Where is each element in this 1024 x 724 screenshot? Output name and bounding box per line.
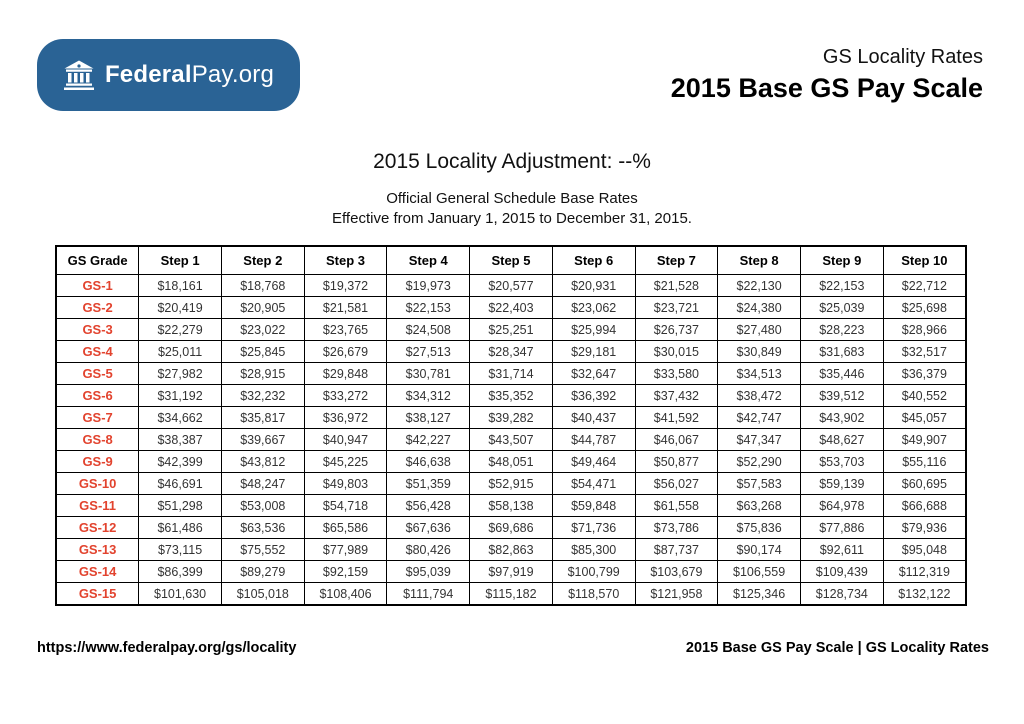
pay-cell: $18,161 <box>139 275 222 297</box>
pay-cell: $43,812 <box>221 451 304 473</box>
pay-cell: $30,849 <box>718 341 801 363</box>
pay-cell: $75,552 <box>221 539 304 561</box>
pay-cell: $67,636 <box>387 517 470 539</box>
pay-cell: $30,015 <box>635 341 718 363</box>
pay-cell: $101,630 <box>139 583 222 606</box>
pay-cell: $65,586 <box>304 517 387 539</box>
pay-cell: $63,536 <box>221 517 304 539</box>
pay-cell: $28,966 <box>883 319 966 341</box>
pay-cell: $34,312 <box>387 385 470 407</box>
grade-cell: GS-8 <box>56 429 139 451</box>
step-column-header: Step 2 <box>221 246 304 275</box>
step-column-header: Step 8 <box>718 246 801 275</box>
pay-cell: $22,130 <box>718 275 801 297</box>
pay-cell: $56,428 <box>387 495 470 517</box>
pay-cell: $20,931 <box>552 275 635 297</box>
pay-cell: $23,062 <box>552 297 635 319</box>
pay-cell: $19,973 <box>387 275 470 297</box>
pay-cell: $32,517 <box>883 341 966 363</box>
pay-cell: $22,403 <box>470 297 553 319</box>
federalpay-logo <box>37 39 300 111</box>
pay-cell: $43,507 <box>470 429 553 451</box>
pay-cell: $32,647 <box>552 363 635 385</box>
pay-table-container <box>55 245 967 606</box>
pay-cell: $30,781 <box>387 363 470 385</box>
pay-cell: $46,067 <box>635 429 718 451</box>
pay-cell: $19,372 <box>304 275 387 297</box>
table-row <box>56 451 966 473</box>
pay-cell: $47,347 <box>718 429 801 451</box>
pay-cell: $92,159 <box>304 561 387 583</box>
pay-cell: $36,379 <box>883 363 966 385</box>
pay-cell: $56,027 <box>635 473 718 495</box>
pay-cell: $29,181 <box>552 341 635 363</box>
pay-cell: $60,695 <box>883 473 966 495</box>
pay-cell: $40,437 <box>552 407 635 429</box>
pay-cell: $32,232 <box>221 385 304 407</box>
pay-cell: $33,272 <box>304 385 387 407</box>
pay-cell: $22,712 <box>883 275 966 297</box>
grade-cell: GS-12 <box>56 517 139 539</box>
pay-cell: $51,359 <box>387 473 470 495</box>
table-row <box>56 385 966 407</box>
table-row <box>56 297 966 319</box>
footer-caption: 2015 Base GS Pay Scale | GS Locality Rates <box>685 640 989 656</box>
pay-cell: $23,022 <box>221 319 304 341</box>
pay-cell: $53,008 <box>221 495 304 517</box>
pay-cell: $71,736 <box>552 517 635 539</box>
step-column-header: Step 7 <box>635 246 718 275</box>
table-row <box>56 473 966 495</box>
page-title: 2015 Base GS Pay Scale <box>670 73 983 103</box>
grade-cell: GS-3 <box>56 319 139 341</box>
pay-cell: $106,559 <box>718 561 801 583</box>
table-row <box>56 495 966 517</box>
step-column-header: Step 6 <box>552 246 635 275</box>
pay-cell: $43,902 <box>800 407 883 429</box>
pay-cell: $59,848 <box>552 495 635 517</box>
pay-cell: $22,153 <box>800 275 883 297</box>
grade-cell: GS-4 <box>56 341 139 363</box>
pay-cell: $75,836 <box>718 517 801 539</box>
grade-cell: GS-5 <box>56 363 139 385</box>
pay-cell: $35,817 <box>221 407 304 429</box>
pay-cell: $92,611 <box>800 539 883 561</box>
table-row <box>56 363 966 385</box>
pay-cell: $20,419 <box>139 297 222 319</box>
pay-cell: $59,139 <box>800 473 883 495</box>
pay-cell: $22,279 <box>139 319 222 341</box>
pay-cell: $82,863 <box>470 539 553 561</box>
step-column-header: Step 5 <box>470 246 553 275</box>
pay-cell: $46,638 <box>387 451 470 473</box>
pay-cell: $25,994 <box>552 319 635 341</box>
table-row <box>56 517 966 539</box>
pay-cell: $115,182 <box>470 583 553 606</box>
table-row <box>56 341 966 363</box>
pay-cell: $27,982 <box>139 363 222 385</box>
pay-cell: $23,765 <box>304 319 387 341</box>
pay-cell: $118,570 <box>552 583 635 606</box>
pay-cell: $121,958 <box>635 583 718 606</box>
table-row <box>56 561 966 583</box>
grade-cell: GS-15 <box>56 583 139 606</box>
pay-cell: $89,279 <box>221 561 304 583</box>
grade-cell: GS-1 <box>56 275 139 297</box>
intro-line-official: Official General Schedule Base Rates <box>386 190 638 207</box>
pay-cell: $39,512 <box>800 385 883 407</box>
pay-cell: $35,446 <box>800 363 883 385</box>
pay-cell: $132,122 <box>883 583 966 606</box>
table-row <box>56 407 966 429</box>
step-column-header: Step 3 <box>304 246 387 275</box>
pay-cell: $38,127 <box>387 407 470 429</box>
pay-cell: $21,581 <box>304 297 387 319</box>
footer-url: https://www.federalpay.org/gs/locality <box>37 640 297 656</box>
pay-cell: $45,057 <box>883 407 966 429</box>
pay-cell: $42,747 <box>718 407 801 429</box>
intro-line-effective: Effective from January 1, 2015 to December 31, 2015. <box>332 210 692 227</box>
table-row <box>56 429 966 451</box>
pay-cell: $28,347 <box>470 341 553 363</box>
step-column-header: Step 1 <box>139 246 222 275</box>
pay-cell: $37,432 <box>635 385 718 407</box>
pay-cell: $44,787 <box>552 429 635 451</box>
pay-cell: $63,268 <box>718 495 801 517</box>
grade-cell: GS-13 <box>56 539 139 561</box>
pay-cell: $90,174 <box>718 539 801 561</box>
grade-column-header: GS Grade <box>56 246 139 275</box>
pay-cell: $53,703 <box>800 451 883 473</box>
pay-cell: $64,978 <box>800 495 883 517</box>
pay-cell: $35,352 <box>470 385 553 407</box>
grade-cell: GS-2 <box>56 297 139 319</box>
pay-cell: $48,627 <box>800 429 883 451</box>
pay-cell: $69,686 <box>470 517 553 539</box>
pay-cell: $36,972 <box>304 407 387 429</box>
pay-cell: $103,679 <box>635 561 718 583</box>
step-column-header: Step 9 <box>800 246 883 275</box>
pay-cell: $46,691 <box>139 473 222 495</box>
pay-cell: $28,223 <box>800 319 883 341</box>
pay-cell: $58,138 <box>470 495 553 517</box>
table-row <box>56 539 966 561</box>
pay-cell: $31,192 <box>139 385 222 407</box>
pay-cell: $49,907 <box>883 429 966 451</box>
bank-building-icon <box>63 59 95 91</box>
pay-cell: $52,915 <box>470 473 553 495</box>
pay-cell: $27,480 <box>718 319 801 341</box>
pay-cell: $128,734 <box>800 583 883 606</box>
pay-cell: $80,426 <box>387 539 470 561</box>
grade-cell: GS-10 <box>56 473 139 495</box>
step-column-header: Step 10 <box>883 246 966 275</box>
pay-cell: $33,580 <box>635 363 718 385</box>
pay-cell: $40,552 <box>883 385 966 407</box>
pay-cell: $25,845 <box>221 341 304 363</box>
pay-cell: $61,558 <box>635 495 718 517</box>
pay-cell: $77,989 <box>304 539 387 561</box>
pay-cell: $87,737 <box>635 539 718 561</box>
pay-cell: $52,290 <box>718 451 801 473</box>
pay-cell: $112,319 <box>883 561 966 583</box>
page-header <box>671 46 983 104</box>
table-row <box>56 583 966 606</box>
pay-cell: $26,679 <box>304 341 387 363</box>
pay-cell: $73,786 <box>635 517 718 539</box>
pay-cell: $25,698 <box>883 297 966 319</box>
pay-cell: $20,577 <box>470 275 553 297</box>
pay-cell: $31,683 <box>800 341 883 363</box>
logo-text-bold: Federal <box>104 61 192 88</box>
pay-cell: $29,848 <box>304 363 387 385</box>
pay-cell: $39,667 <box>221 429 304 451</box>
pay-cell: $42,399 <box>139 451 222 473</box>
pay-cell: $34,662 <box>139 407 222 429</box>
locality-adjustment-title: 2015 Locality Adjustment: --% <box>373 150 651 173</box>
pay-cell: $48,051 <box>470 451 553 473</box>
pay-cell: $111,794 <box>387 583 470 606</box>
logo-text <box>105 61 274 89</box>
pay-cell: $54,718 <box>304 495 387 517</box>
pay-cell: $61,486 <box>139 517 222 539</box>
pay-cell: $45,225 <box>304 451 387 473</box>
table-row <box>56 275 966 297</box>
pay-cell: $25,039 <box>800 297 883 319</box>
pay-cell: $57,583 <box>718 473 801 495</box>
pay-cell: $41,592 <box>635 407 718 429</box>
pay-cell: $34,513 <box>718 363 801 385</box>
pay-cell: $27,513 <box>387 341 470 363</box>
pay-cell: $22,153 <box>387 297 470 319</box>
step-column-header: Step 4 <box>387 246 470 275</box>
pay-cell: $48,247 <box>221 473 304 495</box>
pay-cell: $23,721 <box>635 297 718 319</box>
pay-cell: $55,116 <box>883 451 966 473</box>
pay-cell: $24,508 <box>387 319 470 341</box>
logo-text-regular: Pay.org <box>191 61 275 88</box>
pay-cell: $100,799 <box>552 561 635 583</box>
pay-cell: $97,919 <box>470 561 553 583</box>
pay-cell: $38,472 <box>718 385 801 407</box>
grade-cell: GS-6 <box>56 385 139 407</box>
pay-cell: $39,282 <box>470 407 553 429</box>
pay-cell: $26,737 <box>635 319 718 341</box>
pay-cell: $66,688 <box>883 495 966 517</box>
pay-cell: $36,392 <box>552 385 635 407</box>
pay-cell: $105,018 <box>221 583 304 606</box>
pay-cell: $86,399 <box>139 561 222 583</box>
gs-pay-table <box>55 245 967 606</box>
pay-cell: $28,915 <box>221 363 304 385</box>
pay-cell: $95,048 <box>883 539 966 561</box>
table-header-row <box>56 246 966 275</box>
pay-cell: $54,471 <box>552 473 635 495</box>
pay-cell: $31,714 <box>470 363 553 385</box>
pay-cell: $77,886 <box>800 517 883 539</box>
header-subtitle: GS Locality Rates <box>822 46 983 68</box>
pay-cell: $25,011 <box>139 341 222 363</box>
pay-cell: $25,251 <box>470 319 553 341</box>
pay-cell: $20,905 <box>221 297 304 319</box>
pay-cell: $109,439 <box>800 561 883 583</box>
pay-cell: $42,227 <box>387 429 470 451</box>
pay-cell: $108,406 <box>304 583 387 606</box>
pay-cell: $38,387 <box>139 429 222 451</box>
pay-cell: $85,300 <box>552 539 635 561</box>
pay-cell: $95,039 <box>387 561 470 583</box>
grade-cell: GS-7 <box>56 407 139 429</box>
pay-cell: $73,115 <box>139 539 222 561</box>
pay-cell: $125,346 <box>718 583 801 606</box>
pay-cell: $21,528 <box>635 275 718 297</box>
pay-cell: $40,947 <box>304 429 387 451</box>
grade-cell: GS-14 <box>56 561 139 583</box>
pay-cell: $18,768 <box>221 275 304 297</box>
pay-cell: $49,803 <box>304 473 387 495</box>
pay-cell: $24,380 <box>718 297 801 319</box>
grade-cell: GS-11 <box>56 495 139 517</box>
pay-cell: $49,464 <box>552 451 635 473</box>
table-row <box>56 319 966 341</box>
grade-cell: GS-9 <box>56 451 139 473</box>
pay-cell: $79,936 <box>883 517 966 539</box>
pay-cell: $51,298 <box>139 495 222 517</box>
pay-cell: $50,877 <box>635 451 718 473</box>
